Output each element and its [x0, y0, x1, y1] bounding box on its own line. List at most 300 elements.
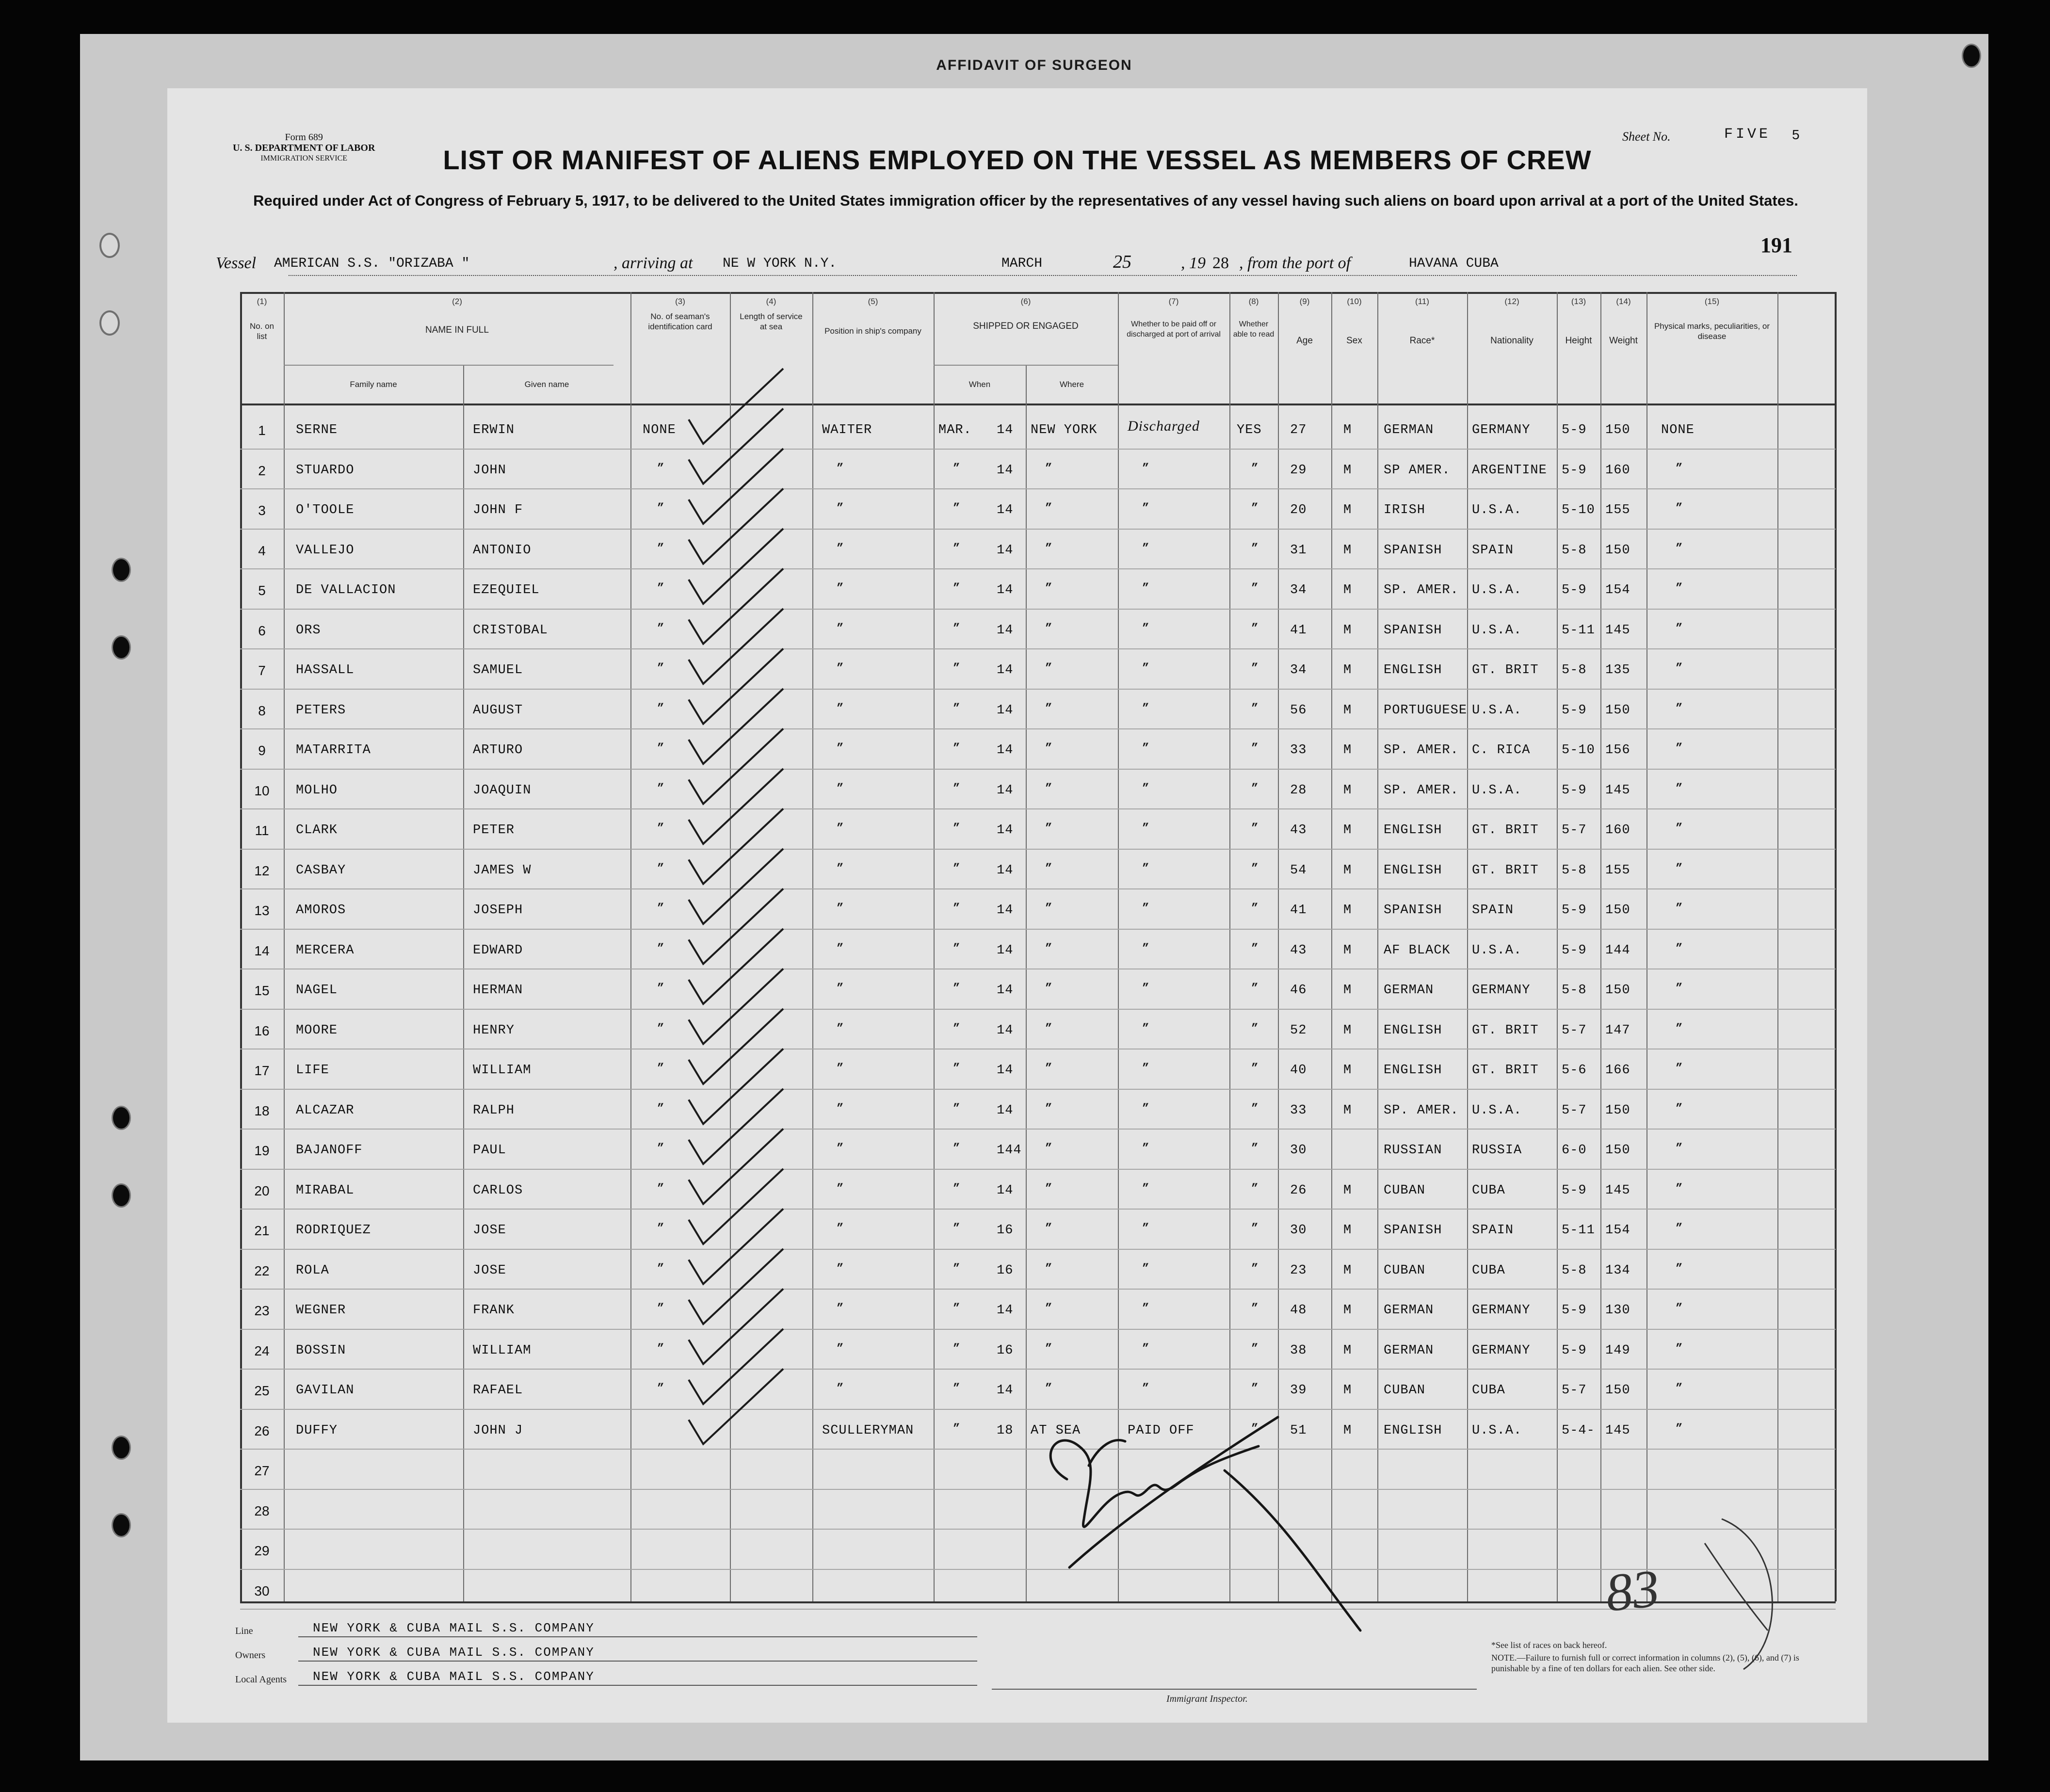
ditto-mark: ”: [1251, 982, 1259, 995]
ditto-mark: ”: [1142, 1262, 1149, 1275]
owners-label: Owners: [235, 1650, 266, 1661]
ditto-mark: ”: [1676, 462, 1683, 475]
cell-age: 34: [1290, 583, 1307, 597]
row-number: 16: [254, 1023, 270, 1038]
cell-age: 23: [1290, 1263, 1307, 1278]
ditto-mark: ”: [953, 1382, 960, 1395]
cell-nationality: GT. BRIT: [1472, 663, 1539, 678]
cell-age: 40: [1290, 1063, 1307, 1078]
cell-race: GERMAN: [1384, 1343, 1434, 1358]
cell-weight: 147: [1605, 1023, 1630, 1038]
cell-nationality: CUBA: [1472, 1383, 1505, 1398]
sheet-label: Sheet No.: [1622, 129, 1671, 144]
cell-given: ARTURO: [473, 743, 523, 758]
cell-nationality: GERMANY: [1472, 1303, 1531, 1318]
ditto-mark: ”: [1251, 942, 1259, 955]
ditto-mark: ”: [1045, 1302, 1052, 1315]
col-num-14: (14): [1616, 297, 1631, 306]
cell-race: SP. AMER.: [1384, 783, 1459, 798]
ditto-mark: ”: [1676, 502, 1683, 515]
cell-sex: M: [1343, 423, 1352, 437]
cell-weight: 145: [1605, 783, 1630, 798]
ditto-mark: ”: [1045, 1062, 1052, 1075]
cell-weight: 155: [1605, 863, 1630, 878]
row-number: 27: [254, 1463, 270, 1478]
cell-height: 5-7: [1562, 1023, 1587, 1038]
cell-race: SPANISH: [1384, 543, 1442, 558]
cell-nationality: C. RICA: [1472, 743, 1531, 758]
ditto-mark: ”: [953, 1302, 960, 1315]
cell-race: SP. AMER.: [1384, 1103, 1459, 1118]
punch-hole: [99, 233, 120, 258]
cell-age: 52: [1290, 1023, 1307, 1038]
col-header-nationality: Nationality: [1490, 336, 1533, 346]
ditto-mark: ”: [1676, 1062, 1683, 1075]
cell-given: EDWARD: [473, 943, 523, 958]
col-header-given: Given name: [524, 380, 569, 389]
cell-nationality: GERMANY: [1472, 423, 1531, 437]
cell-height: 5-9: [1562, 783, 1587, 798]
cell-when-day: 14: [997, 983, 1014, 998]
col-header-race: Race*: [1409, 336, 1435, 346]
col-header-height: Height: [1565, 336, 1592, 346]
cell-nationality: SPAIN: [1472, 1223, 1514, 1238]
cell-family: SERNE: [296, 423, 338, 437]
ditto-mark: ”: [1045, 862, 1052, 875]
ditto-mark: ”: [837, 502, 844, 515]
cell-sex: M: [1343, 783, 1352, 798]
cell-weight: 150: [1605, 543, 1630, 558]
ditto-mark: ”: [1142, 462, 1149, 475]
cell-race: CUBAN: [1384, 1263, 1426, 1278]
ditto-mark: ”: [657, 822, 664, 835]
cell-when-day: 14: [997, 623, 1014, 638]
cell-race: CUBAN: [1384, 1183, 1426, 1198]
ditto-mark: ”: [1676, 742, 1683, 755]
cell-sex: M: [1343, 863, 1352, 878]
ditto-mark: ”: [657, 662, 664, 675]
owners-value: NEW YORK & CUBA MAIL S.S. COMPANY: [313, 1645, 595, 1660]
cell-given: PAUL: [473, 1143, 506, 1158]
ditto-mark: ”: [837, 782, 844, 795]
cell-age: 48: [1290, 1303, 1307, 1318]
cell-when-day: 14: [997, 863, 1014, 878]
ditto-mark: ”: [1676, 622, 1683, 635]
cell-given: JOSE: [473, 1263, 506, 1278]
cell-weight: 150: [1605, 423, 1630, 437]
cell-race: ENGLISH: [1384, 823, 1442, 838]
cell-position: WAITER: [822, 423, 872, 437]
cell-marks: NONE: [1661, 423, 1695, 437]
ditto-mark: ”: [953, 622, 960, 635]
from-value: HAVANA CUBA: [1409, 256, 1499, 271]
row-number: 3: [258, 503, 266, 518]
row-number: 5: [258, 583, 266, 598]
cell-when-day: 14: [997, 663, 1014, 678]
col-num-2: (2): [452, 297, 462, 306]
cell-age: 33: [1290, 1103, 1307, 1118]
ditto-mark: ”: [1142, 1302, 1149, 1315]
ditto-mark: ”: [1142, 582, 1149, 595]
cell-weight: 150: [1605, 1143, 1630, 1158]
cell-age: 38: [1290, 1343, 1307, 1358]
cell-when-day: 14: [997, 1183, 1014, 1198]
cell-height: 5-7: [1562, 1103, 1587, 1118]
punch-hole: [1962, 44, 1981, 68]
cell-height: 6-0: [1562, 1143, 1587, 1158]
cell-height: 5-7: [1562, 823, 1587, 838]
col-header-name: NAME IN FULL: [425, 325, 489, 335]
cell-race: GERMAN: [1384, 423, 1434, 437]
cell-given: JOSEPH: [473, 903, 523, 918]
ditto-mark: ”: [953, 462, 960, 475]
line-value: NEW YORK & CUBA MAIL S.S. COMPANY: [313, 1621, 595, 1635]
cell-age: 34: [1290, 663, 1307, 678]
ditto-mark: ”: [1045, 982, 1052, 995]
service-name: IMMIGRATION SERVICE: [260, 154, 348, 162]
arriving-value: NE W YORK N.Y.: [723, 256, 837, 271]
cell-family: RODRIQUEZ: [296, 1223, 371, 1238]
ditto-mark: ”: [657, 1302, 664, 1315]
row-number: 26: [254, 1423, 270, 1438]
ditto-mark: ”: [1142, 1342, 1149, 1356]
cell-given: HENRY: [473, 1023, 515, 1038]
ditto-mark: ”: [953, 1182, 960, 1195]
ditto-mark: ”: [1676, 582, 1683, 595]
ditto-mark: ”: [1676, 1102, 1683, 1115]
cell-race: SP. AMER.: [1384, 743, 1459, 758]
ditto-mark: ”: [1251, 542, 1259, 555]
col-num-10: (10): [1347, 297, 1362, 306]
cell-when-month: MAR.: [938, 423, 972, 437]
cell-when-day: 14: [997, 1103, 1014, 1118]
punch-hole: [112, 558, 131, 582]
ditto-mark: ”: [1251, 662, 1259, 675]
cell-age: 41: [1290, 623, 1307, 638]
col-header-marks: Physical marks, peculiarities, or disease: [1654, 322, 1770, 341]
col-header-read: Whether able to read: [1233, 320, 1275, 339]
cell-when-day: 14: [997, 1063, 1014, 1078]
cell-weight: 144: [1605, 943, 1630, 958]
punch-hole: [112, 1183, 131, 1208]
cell-nationality: U.S.A.: [1472, 1423, 1522, 1438]
ditto-mark: ”: [657, 1022, 664, 1035]
row-number: 14: [254, 943, 270, 958]
page-number: 191: [1760, 233, 1792, 257]
ditto-mark: ”: [1142, 1102, 1149, 1115]
col-header-position: Position in ship's company: [824, 326, 921, 336]
ditto-mark: ”: [1142, 822, 1149, 835]
cell-nationality: GT. BRIT: [1472, 1063, 1539, 1078]
ditto-mark: ”: [1251, 1022, 1259, 1035]
cell-when-day: 16: [997, 1263, 1014, 1278]
ditto-mark: ”: [1676, 1382, 1683, 1395]
cell-family: MERCERA: [296, 943, 355, 958]
ditto-mark: ”: [953, 1102, 960, 1115]
ditto-mark: ”: [837, 622, 844, 635]
cell-height: 5-11: [1562, 1223, 1595, 1238]
ditto-mark: ”: [953, 582, 960, 595]
cell-sex: M: [1343, 1103, 1352, 1118]
ditto-mark: ”: [1045, 662, 1052, 675]
tally-number: 83: [1602, 1558, 1662, 1623]
cell-when-day: 14: [997, 543, 1014, 558]
row-number: 20: [254, 1183, 270, 1198]
ditto-mark: ”: [1251, 782, 1259, 795]
cell-when-day: 144: [997, 1143, 1022, 1158]
ditto-mark: ”: [1045, 822, 1052, 835]
col-header-length: Length of service at sea: [740, 312, 803, 331]
row-number: 23: [254, 1303, 270, 1318]
cell-race: ENGLISH: [1384, 663, 1442, 678]
cell-weight: 145: [1605, 623, 1630, 638]
ditto-mark: ”: [1676, 1302, 1683, 1315]
cell-given: WILLIAM: [473, 1343, 532, 1358]
cell-race: SP AMER.: [1384, 463, 1451, 478]
ditto-mark: ”: [1142, 942, 1149, 955]
cell-family: LIFE: [296, 1063, 329, 1078]
ditto-mark: ”: [1251, 1062, 1259, 1075]
ditto-mark: ”: [1676, 662, 1683, 675]
ditto-mark: ”: [1676, 822, 1683, 835]
cell-height: 5-7: [1562, 1383, 1587, 1398]
ditto-mark: ”: [1676, 1142, 1683, 1155]
cell-weight: 160: [1605, 823, 1630, 838]
row-number: 12: [254, 863, 270, 878]
cell-nationality: CUBA: [1472, 1263, 1505, 1278]
ditto-mark: ”: [1251, 702, 1259, 715]
cell-weight: 134: [1605, 1263, 1630, 1278]
row-number: 2: [258, 463, 266, 478]
cell-family: NAGEL: [296, 983, 338, 998]
ditto-mark: ”: [1251, 502, 1259, 515]
penalty-note: NOTE.—Failure to furnish full or correct information in columns (2), (5), (6), and (7) is punishable by a fine of ten dollars for each alien. See other side.: [1491, 1653, 1799, 1673]
cell-family: ORS: [296, 623, 321, 638]
cell-race: GERMAN: [1384, 983, 1434, 998]
col-num-1: (1): [257, 297, 267, 306]
ditto-mark: ”: [837, 702, 844, 715]
ditto-mark: ”: [1251, 1302, 1259, 1315]
cell-weight: 150: [1605, 1103, 1630, 1118]
row-number: 4: [258, 543, 266, 558]
cell-height: 5-9: [1562, 583, 1587, 597]
cell-race: SPANISH: [1384, 903, 1442, 918]
cell-age: 33: [1290, 743, 1307, 758]
cell-nationality: GT. BRIT: [1472, 1023, 1539, 1038]
cell-nationality: SPAIN: [1472, 903, 1514, 918]
row-number: 29: [254, 1543, 270, 1558]
cell-age: 27: [1290, 423, 1307, 437]
cell-age: 41: [1290, 903, 1307, 918]
ditto-mark: ”: [657, 1262, 664, 1275]
ditto-mark: ”: [837, 902, 844, 915]
ditto-mark: ”: [657, 902, 664, 915]
cell-nationality: U.S.A.: [1472, 783, 1522, 798]
col-num-5: (5): [868, 297, 878, 306]
cell-race: GERMAN: [1384, 1303, 1434, 1318]
cell-given: JOHN J: [473, 1423, 523, 1438]
cell-when-day: 14: [997, 903, 1014, 918]
ditto-mark: ”: [953, 702, 960, 715]
cell-nationality: U.S.A.: [1472, 503, 1522, 517]
ditto-mark: ”: [1045, 1022, 1052, 1035]
ditto-mark: ”: [1676, 542, 1683, 555]
footer-rule: [298, 1685, 977, 1686]
punch-hole: [112, 635, 131, 660]
ditto-mark: ”: [837, 742, 844, 755]
cell-height: 5-10: [1562, 743, 1595, 758]
cell-position: SCULLERYMAN: [822, 1423, 914, 1438]
cell-sex: M: [1343, 623, 1352, 638]
punch-hole: [99, 310, 120, 336]
ditto-mark: ”: [1142, 862, 1149, 875]
cell-weight: 150: [1605, 983, 1630, 998]
row-number: 19: [254, 1143, 270, 1158]
cell-weight: 160: [1605, 463, 1630, 478]
ditto-mark: ”: [837, 1182, 844, 1195]
ditto-mark: ”: [837, 662, 844, 675]
ditto-mark: ”: [1045, 1102, 1052, 1115]
cell-family: STUARDO: [296, 463, 355, 478]
cell-weight: 154: [1605, 583, 1630, 597]
ditto-mark: ”: [657, 1142, 664, 1155]
sheet-count: 5: [1792, 127, 1800, 142]
punch-hole: [112, 1513, 131, 1537]
col-num-6: (6): [1020, 297, 1031, 306]
col-header-sex: Sex: [1346, 336, 1362, 346]
cell-race: RUSSIAN: [1384, 1143, 1442, 1158]
ditto-mark: ”: [1676, 1422, 1683, 1436]
ditto-mark: ”: [837, 542, 844, 555]
ditto-mark: ”: [837, 1142, 844, 1155]
year-prefix: , 19: [1181, 254, 1206, 272]
handwritten-marks: [167, 88, 1867, 1723]
cell-height: 5-9: [1562, 1183, 1587, 1198]
ditto-mark: ”: [1676, 1022, 1683, 1035]
ditto-mark: ”: [1045, 1382, 1052, 1395]
cell-age: 29: [1290, 463, 1307, 478]
ditto-mark: ”: [837, 1262, 844, 1275]
cell-race: SPANISH: [1384, 1223, 1442, 1238]
ditto-mark: ”: [837, 1102, 844, 1115]
cell-nationality: U.S.A.: [1472, 943, 1522, 958]
cell-weight: 150: [1605, 903, 1630, 918]
ditto-mark: ”: [1045, 462, 1052, 475]
footer-rule: [298, 1661, 977, 1662]
cell-family: MOORE: [296, 1023, 338, 1038]
ditto-mark: ”: [1142, 702, 1149, 715]
cell-sex: M: [1343, 1383, 1352, 1398]
cell-sex: M: [1343, 1183, 1352, 1198]
ditto-mark: ”: [657, 1102, 664, 1115]
cell-age: 51: [1290, 1423, 1307, 1438]
cell-when-day: 14: [997, 943, 1014, 958]
ditto-mark: ”: [837, 942, 844, 955]
ditto-mark: ”: [1676, 1222, 1683, 1235]
cell-given: CRISTOBAL: [473, 623, 548, 638]
day-value: 25: [1113, 252, 1131, 272]
cell-family: HASSALL: [296, 663, 355, 678]
col-header-weight: Weight: [1609, 336, 1638, 346]
sheet-value: FIVE: [1724, 126, 1771, 143]
col-header-when: When: [969, 380, 991, 389]
cell-race: IRISH: [1384, 503, 1426, 517]
cell-weight: 145: [1605, 1423, 1630, 1438]
footer-rule: [298, 1636, 977, 1637]
cell-sex: M: [1343, 543, 1352, 558]
cell-given: HERMAN: [473, 983, 523, 998]
ditto-mark: ”: [953, 1262, 960, 1275]
cell-sex: M: [1343, 903, 1352, 918]
ditto-mark: ”: [657, 982, 664, 995]
ditto-mark: ”: [1045, 1142, 1052, 1155]
line-label: Line: [235, 1626, 253, 1636]
year-value: 28: [1212, 254, 1229, 272]
cell-given: JOSE: [473, 1223, 506, 1238]
cell-height: 5-11: [1562, 623, 1595, 638]
cell-given: JOAQUIN: [473, 783, 532, 798]
cell-race: ENGLISH: [1384, 1063, 1442, 1078]
ditto-mark: ”: [1251, 1262, 1259, 1275]
cell-height: 5-8: [1562, 1263, 1587, 1278]
ditto-mark: ”: [1251, 462, 1259, 475]
cell-height: 5-9: [1562, 463, 1587, 478]
cell-sex: M: [1343, 983, 1352, 998]
ditto-mark: ”: [1142, 662, 1149, 675]
cell-nationality: U.S.A.: [1472, 583, 1522, 597]
inspector-signature: [1050, 1417, 1360, 1631]
row-number: 24: [254, 1343, 270, 1358]
cell-given: ANTONIO: [473, 543, 532, 558]
row-number: 8: [258, 703, 266, 718]
cell-age: 30: [1290, 1143, 1307, 1158]
ditto-mark: ”: [1251, 1142, 1259, 1155]
col-num-7: (7): [1168, 297, 1179, 306]
cell-where: AT SEA: [1031, 1423, 1081, 1438]
cell-given: JAMES W: [473, 863, 532, 878]
cell-race: SPANISH: [1384, 623, 1442, 638]
ditto-mark: ”: [1142, 1382, 1149, 1395]
punch-hole: [112, 1436, 131, 1460]
col-num-8: (8): [1248, 297, 1259, 306]
ditto-mark: ”: [1251, 1342, 1259, 1356]
ditto-mark: ”: [953, 662, 960, 675]
cell-read: YES: [1237, 423, 1262, 437]
row-number: 15: [254, 983, 270, 998]
cell-sex: M: [1343, 1343, 1352, 1358]
cell-weight: 150: [1605, 703, 1630, 718]
cell-paid: PAID OFF: [1128, 1423, 1194, 1438]
cell-given: RAFAEL: [473, 1383, 523, 1398]
ditto-mark: ”: [657, 582, 664, 595]
cell-when-day: 14: [997, 423, 1014, 437]
cell-paid: Discharged: [1128, 418, 1200, 434]
cell-age: 26: [1290, 1183, 1307, 1198]
ditto-mark: ”: [657, 462, 664, 475]
cell-age: 20: [1290, 503, 1307, 517]
ditto-mark: ”: [1251, 822, 1259, 835]
ditto-mark: ”: [1251, 1222, 1259, 1235]
cell-given: EZEQUIEL: [473, 583, 540, 597]
ditto-mark: ”: [1142, 782, 1149, 795]
ditto-mark: ”: [837, 1382, 844, 1395]
ditto-mark: ”: [953, 502, 960, 515]
arriving-label: , arriving at: [613, 254, 693, 272]
cell-nationality: ARGENTINE: [1472, 463, 1547, 478]
agents-label: Local Agents: [235, 1674, 287, 1685]
ditto-mark: ”: [1142, 1142, 1149, 1155]
ditto-mark: ”: [1045, 1182, 1052, 1195]
